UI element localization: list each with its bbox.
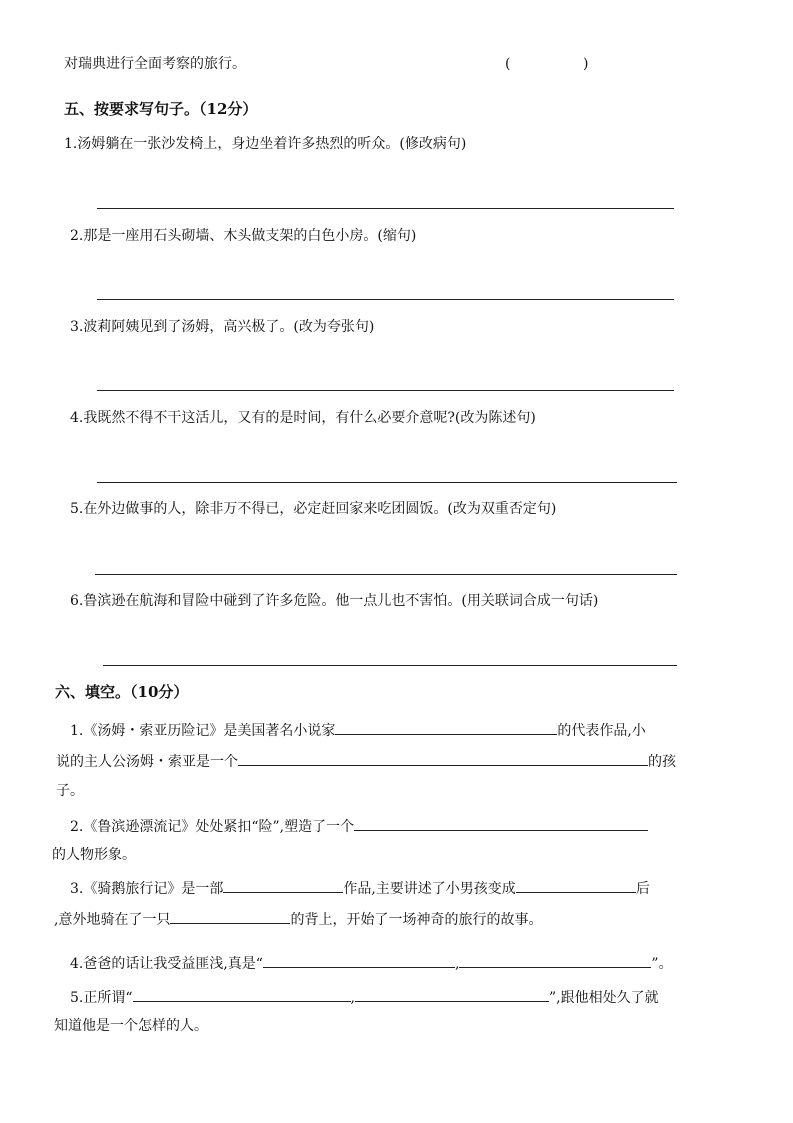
s6-q5-blank-1[interactable] — [133, 986, 351, 1002]
s6-q5-text-a: 5.正所谓“ — [70, 990, 133, 1006]
s6-q2-text-a: 2.《鲁滨逊漂流记》处处紧扣“险”,塑造了一个 — [70, 819, 355, 835]
previous-item-continuation: 对瑞典进行全面考察的旅行。 — [64, 56, 246, 72]
s5-answer-line-2[interactable] — [97, 299, 674, 300]
s6-q3-line-2 — [54, 908, 542, 930]
s6-q5-text-c: ”,跟他相处久了就 — [548, 990, 659, 1006]
s6-q1-text-d: 的孩 — [648, 754, 676, 770]
s6-q5-blank-2[interactable] — [355, 986, 549, 1002]
section-5-heading: 五、按要求写句子。（12分） — [64, 100, 258, 118]
s6-q1-line-1 — [70, 719, 646, 741]
s5-item-6: 6.鲁滨逊在航海和冒险中碰到了许多危险。他一点儿也不害怕。(用关联词合成一句话) — [70, 593, 599, 609]
s6-q2-blank-image[interactable] — [354, 815, 648, 831]
s6-q3-text-b: 作品,主要讲述了小男孩变成 — [343, 881, 516, 897]
s5-answer-line-1[interactable] — [97, 208, 674, 209]
s6-q5-line-1 — [70, 986, 659, 1008]
s6-q1-line-3: 子。 — [56, 783, 84, 799]
s6-q3-text-c: 后 — [635, 881, 650, 897]
s5-item-3: 3.波莉阿姨见到了汤姆，高兴极了。(改为夸张句) — [70, 319, 375, 335]
s6-q4-blank-2[interactable] — [459, 952, 651, 968]
s6-q5-text-b: , — [350, 990, 355, 1006]
s6-q4-text-a: 4.爸爸的话让我受益匪浅,真是“ — [70, 956, 263, 972]
s5-answer-line-3[interactable] — [97, 390, 674, 391]
s6-q3-blank-genre[interactable] — [223, 877, 343, 893]
s6-q4-blank-1[interactable] — [263, 952, 455, 968]
s6-q1-text-a: 1.《汤姆・索亚历险记》是美国著名小说家 — [70, 723, 336, 739]
s6-q1-text-c: 说的主人公汤姆・索亚是一个 — [56, 754, 238, 770]
s6-q3-line-1 — [70, 877, 650, 899]
s6-q3-text-a: 3.《骑鹅旅行记》是一部 — [70, 881, 224, 897]
s5-answer-line-5[interactable] — [95, 574, 677, 575]
s6-q5-line-2: 知道他是一个怎样的人。 — [54, 1018, 208, 1034]
section-6-heading: 六、填空。（10分） — [55, 683, 189, 701]
s6-q2-line-1 — [70, 815, 648, 837]
s5-item-2: 2.那是一座用石头砌墙、木头做支架的白色小房。(缩句) — [70, 228, 417, 244]
s6-q4-line — [70, 952, 673, 974]
s6-q1-blank-author[interactable] — [335, 719, 557, 735]
s6-q3-text-d: ,意外地骑在了一只 — [54, 912, 171, 928]
s6-q2-line-2: 的人物形象。 — [52, 847, 136, 863]
s5-item-4: 4.我既然不得不干这活儿，又有的是时间，有什么必要介意呢?(改为陈述句) — [70, 410, 536, 426]
s6-q4-text-b: , — [454, 956, 460, 972]
s6-q1-blank-character[interactable] — [238, 750, 648, 766]
answer-paren-close: ) — [583, 56, 589, 72]
s6-q1-text-b: 的代表作品,小 — [557, 723, 646, 739]
s5-item-5: 5.在外边做事的人，除非万不得已，必定赶回家来吃团圆饭。(改为双重否定句) — [70, 501, 557, 517]
s6-q1-line-2 — [56, 750, 676, 772]
s5-answer-line-4[interactable] — [97, 482, 677, 483]
s6-q3-blank-goose[interactable] — [170, 908, 290, 924]
s6-q3-text-e: 的背上，开始了一场神奇的旅行的故事。 — [290, 912, 543, 928]
s5-item-1: 1.汤姆躺在一张沙发椅上，身边坐着许多热烈的听众。(修改病句) — [64, 136, 467, 152]
answer-paren-open: ( — [505, 56, 511, 72]
s5-answer-line-6[interactable] — [103, 665, 677, 666]
s6-q4-text-c: ”。 — [651, 956, 673, 972]
s6-q3-blank-transform[interactable] — [516, 877, 636, 893]
